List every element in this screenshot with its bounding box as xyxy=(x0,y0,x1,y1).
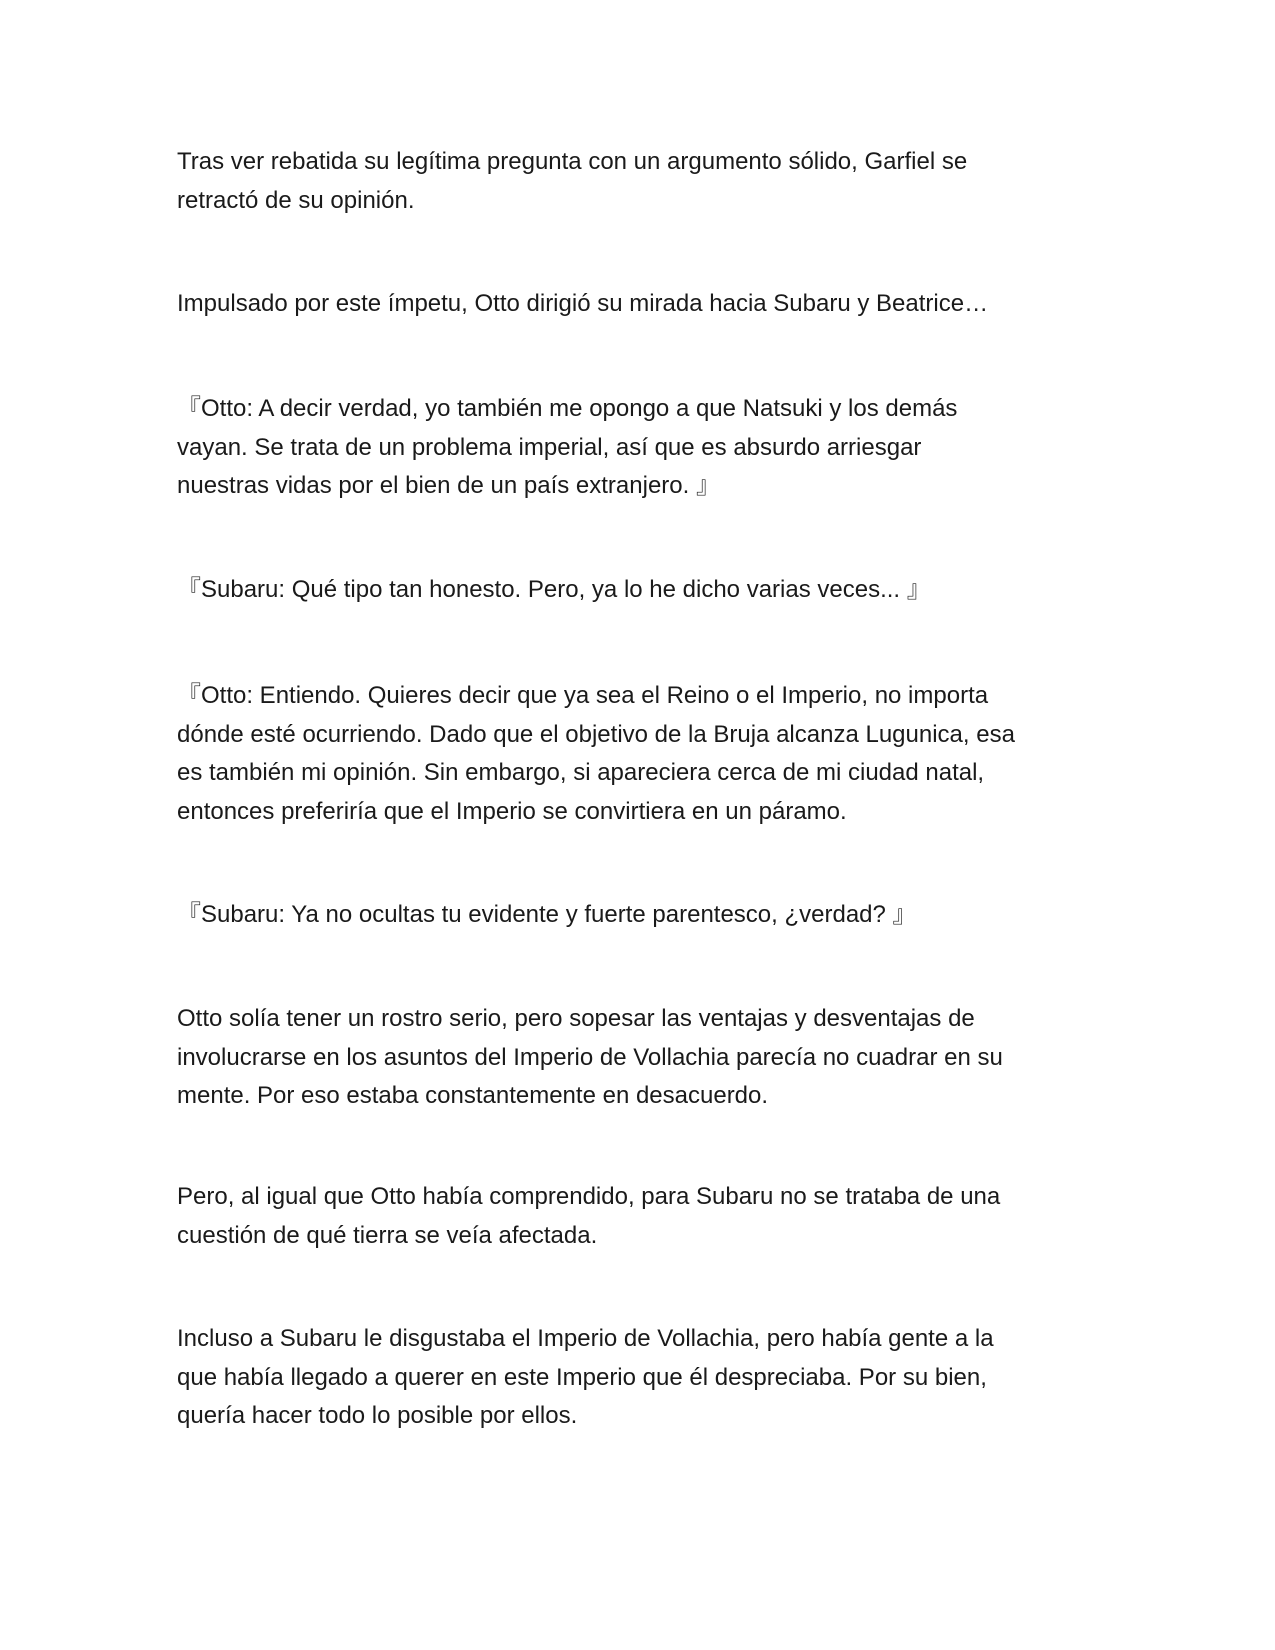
dialogue-subaru-2: 『Subaru: Ya no ocultas tu evidente y fuerte parentesco, ¿verdad? 』 xyxy=(177,901,917,928)
dialogue-otto-2: 『Otto: Entiendo. Quieres decir que ya sea el Reino o el Imperio, no importa dónde esté ocurriendo. Dado que el objetivo de la Bruja alcanza Lugunica, esa es también mi opinión. Sin embargo, si apareciera cerca de mi ciudad natal, entonces preferiría que el Imperio se convirtiera en un páramo. xyxy=(177,682,1015,825)
dialogue-subaru-1: 『Subaru: Qué tipo tan honesto. Pero, ya lo he dicho varias veces... 』 xyxy=(177,576,931,603)
paragraph-7: Otto solía tener un rostro serio, pero sopesar las ventajas y desventajas de involucrarse en los asuntos del Imperio de Vollachia parecía no cuadrar en su mente. Por eso estaba constantemente en desacuerdo. xyxy=(177,1005,1003,1109)
dialogue-otto-1: 『Otto: A decir verdad, yo también me opongo a que Natsuki y los demás vayan. Se trata de un problema imperial, así que es absurdo arriesgar nuestras vidas por el bien de un país extranjero. 』 xyxy=(177,395,958,499)
paragraph-1: Tras ver rebatida su legítima pregunta con un argumento sólido, Garfiel se retractó de su opinión. xyxy=(177,148,968,214)
paragraph-2: Impulsado por este ímpetu, Otto dirigió su mirada hacia Subaru y Beatrice… xyxy=(177,290,989,317)
paragraph-8: Pero, al igual que Otto había comprendido, para Subaru no se trataba de una cuestión de qué tierra se veía afectada. xyxy=(177,1183,1001,1249)
paragraph-9: Incluso a Subaru le disgustaba el Imperio de Vollachia, pero había gente a la que había llegado a querer en este Imperio que él despreciaba. Por su bien, quería hacer todo lo posible por ellos. xyxy=(177,1325,994,1429)
